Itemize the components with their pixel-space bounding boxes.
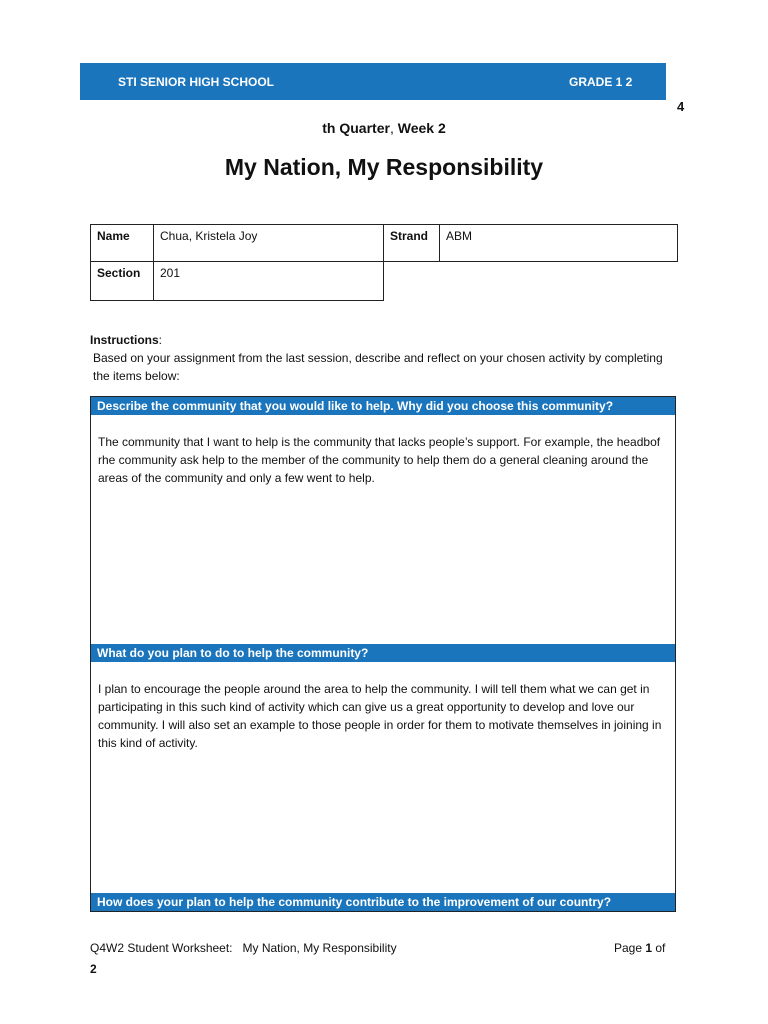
question-2-answer[interactable]: I plan to encourage the people around the area to help the community. I will tell them what we can get in participating in this such kind of activity which can give us a great opportunity to develop and love our community. I will also set an example to those people in order for them to motivate themselves in joining in this kind of activity. xyxy=(98,682,662,750)
name-field[interactable]: Chua, Kristela Joy xyxy=(154,225,384,262)
quarter-label: th Quarter xyxy=(322,120,390,136)
question-1-prompt: Describe the community that you would like to help. Why did you choose this community? xyxy=(91,397,675,415)
student-info-table xyxy=(90,224,678,301)
school-name: STI SENIOR HIGH SCHOOL xyxy=(118,75,275,89)
footer-worksheet-title: Q4W2 Student Worksheet: My Nation, My Responsibility xyxy=(90,941,397,955)
strand-field[interactable]: ABM xyxy=(440,225,678,262)
section-field[interactable]: 201 xyxy=(154,262,384,301)
page-label: Page xyxy=(614,941,646,955)
strand-label: Strand xyxy=(384,225,440,262)
page-total: 2 xyxy=(90,962,97,976)
question-3-prompt: How does your plan to help the community contribute to the improvement of our country? xyxy=(91,893,675,911)
quarter-week-heading xyxy=(0,120,768,136)
empty-cell xyxy=(384,262,678,301)
questions-box xyxy=(90,396,676,912)
quarter-number: 4 xyxy=(677,99,685,114)
name-label: Name xyxy=(91,225,154,262)
section-label: Section xyxy=(91,262,154,301)
instructions-heading: Instructions xyxy=(90,333,159,347)
quarter-separator: , xyxy=(389,120,394,136)
header-banner xyxy=(80,63,666,100)
page-of: of xyxy=(652,941,666,955)
question-1-answer[interactable]: The community that I want to help is the community that lacks people’s support. For example, the headbof rhe community ask help to the member of the community to help them do a general cleaning around the areas of the community and only a few went to help. xyxy=(98,435,661,485)
question-2-prompt: What do you plan to do to help the community? xyxy=(91,644,675,662)
page-current: 1 xyxy=(645,941,653,955)
page-title: My Nation, My Responsibility xyxy=(224,154,544,180)
grade-level: GRADE 1 2 xyxy=(569,75,633,89)
instructions-colon: : xyxy=(158,333,163,347)
footer-page-info xyxy=(614,941,665,955)
instructions-text: Based on your assignment from the last session, describe and reflect on your chosen activity by completing the items below: xyxy=(93,351,663,383)
instructions xyxy=(90,331,680,385)
week-label: Week 2 xyxy=(393,120,446,136)
